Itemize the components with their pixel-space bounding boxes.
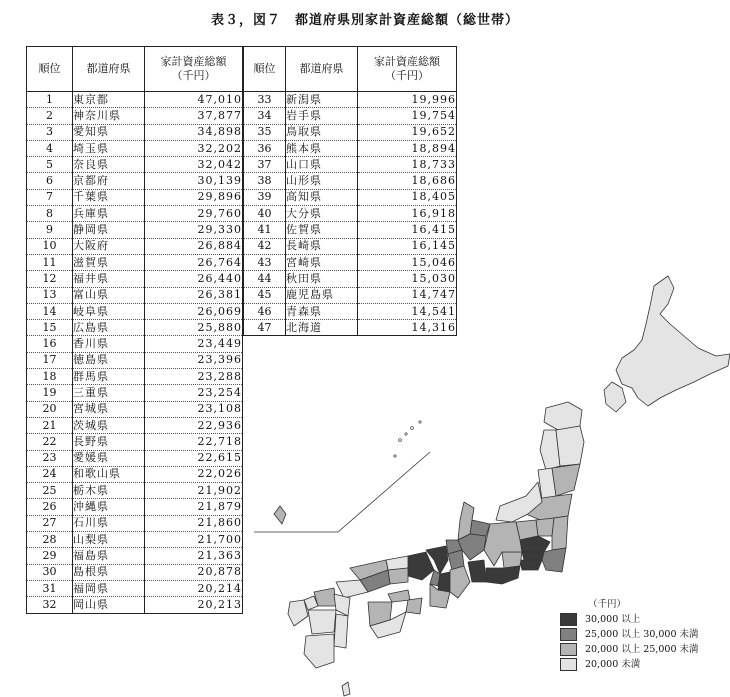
assets-cell: 21,902 bbox=[145, 483, 243, 499]
table-row bbox=[244, 157, 457, 173]
table-row bbox=[27, 417, 243, 433]
region-yamanashi bbox=[502, 552, 522, 568]
assets-cell: 22,718 bbox=[145, 434, 243, 450]
table-row bbox=[27, 564, 243, 580]
table-row bbox=[27, 271, 243, 287]
assets-cell: 15,046 bbox=[358, 254, 457, 270]
prefecture-cell: 福井県 bbox=[73, 271, 145, 287]
region-okinawa bbox=[274, 506, 286, 524]
legend-swatch bbox=[560, 658, 577, 671]
region-chiba bbox=[542, 548, 566, 572]
region-aomori bbox=[544, 402, 582, 430]
rank-cell: 29 bbox=[27, 548, 73, 564]
table-row bbox=[27, 124, 243, 140]
legend-swatch bbox=[560, 613, 577, 626]
rank-cell: 22 bbox=[27, 434, 73, 450]
table-row bbox=[244, 206, 457, 222]
assets-cell: 21,879 bbox=[145, 499, 243, 515]
rank-cell: 20 bbox=[27, 401, 73, 417]
assets-cell: 29,330 bbox=[145, 222, 243, 238]
legend-item bbox=[560, 627, 699, 642]
legend-swatch bbox=[560, 643, 577, 656]
table-row bbox=[244, 92, 457, 108]
prefecture-cell: 鳥取県 bbox=[286, 124, 358, 140]
prefecture-cell: 埼玉県 bbox=[73, 140, 145, 156]
prefecture-cell: 佐賀県 bbox=[286, 222, 358, 238]
assets-cell: 15,030 bbox=[358, 271, 457, 287]
region-okayama bbox=[388, 568, 408, 584]
table-row bbox=[27, 385, 243, 401]
table-row bbox=[244, 108, 457, 124]
prefecture-cell: 岐阜県 bbox=[73, 303, 145, 319]
assets-cell: 21,700 bbox=[145, 532, 243, 548]
prefecture-cell: 新潟県 bbox=[286, 92, 358, 108]
header-rank: 順位 bbox=[27, 47, 73, 92]
rank-cell: 25 bbox=[27, 483, 73, 499]
prefecture-cell: 茨城県 bbox=[73, 417, 145, 433]
rank-cell: 28 bbox=[27, 532, 73, 548]
prefecture-cell: 北海道 bbox=[286, 320, 358, 336]
rank-cell: 40 bbox=[244, 206, 286, 222]
assets-cell: 18,733 bbox=[358, 157, 457, 173]
assets-cell: 34,898 bbox=[145, 124, 243, 140]
table-row bbox=[27, 206, 243, 222]
header-rank: 順位 bbox=[244, 47, 286, 92]
region-ibaraki bbox=[552, 516, 568, 550]
assets-cell: 29,760 bbox=[145, 206, 243, 222]
table-row bbox=[244, 238, 457, 254]
table-row bbox=[244, 140, 457, 156]
assets-cell: 16,145 bbox=[358, 238, 457, 254]
prefecture-cell: 高知県 bbox=[286, 189, 358, 205]
table-row bbox=[244, 189, 457, 205]
prefecture-cell: 富山県 bbox=[73, 287, 145, 303]
assets-cell: 22,936 bbox=[145, 417, 243, 433]
assets-cell: 18,405 bbox=[358, 189, 457, 205]
prefecture-cell: 大阪府 bbox=[73, 238, 145, 254]
assets-cell: 32,202 bbox=[145, 140, 243, 156]
table-row bbox=[27, 401, 243, 417]
prefecture-cell: 千葉県 bbox=[73, 189, 145, 205]
rank-cell: 19 bbox=[27, 385, 73, 401]
assets-cell: 22,615 bbox=[145, 450, 243, 466]
rank-cell: 16 bbox=[27, 336, 73, 352]
assets-cell: 21,860 bbox=[145, 515, 243, 531]
prefecture-cell: 大分県 bbox=[286, 206, 358, 222]
prefecture-cell: 山梨県 bbox=[73, 532, 145, 548]
rank-cell: 45 bbox=[244, 287, 286, 303]
assets-cell: 18,894 bbox=[358, 140, 457, 156]
region-kumamoto bbox=[308, 610, 336, 634]
assets-cell: 18,686 bbox=[358, 173, 457, 189]
table-row bbox=[27, 548, 243, 564]
prefecture-cell: 石川県 bbox=[73, 515, 145, 531]
table-row bbox=[27, 434, 243, 450]
rank-cell: 36 bbox=[244, 140, 286, 156]
assets-cell: 16,918 bbox=[358, 206, 457, 222]
assets-cell: 26,381 bbox=[145, 287, 243, 303]
assets-cell: 19,754 bbox=[358, 108, 457, 124]
prefecture-cell: 愛知県 bbox=[73, 124, 145, 140]
legend-item bbox=[560, 657, 699, 672]
rank-cell: 7 bbox=[27, 189, 73, 205]
legend-item bbox=[560, 642, 699, 657]
prefecture-cell: 徳島県 bbox=[73, 352, 145, 368]
prefecture-cell: 神奈川県 bbox=[73, 108, 145, 124]
rank-cell: 12 bbox=[27, 271, 73, 287]
assets-cell: 32,042 bbox=[145, 157, 243, 173]
rank-cell: 42 bbox=[244, 238, 286, 254]
rank-cell: 27 bbox=[27, 515, 73, 531]
table-row bbox=[27, 597, 243, 613]
assets-cell: 30,139 bbox=[145, 173, 243, 189]
prefecture-cell: 岡山県 bbox=[73, 597, 145, 613]
table-row bbox=[27, 466, 243, 482]
region-kagoshima bbox=[304, 634, 334, 668]
map-legend bbox=[560, 597, 699, 672]
assets-cell: 23,108 bbox=[145, 401, 243, 417]
rank-cell: 44 bbox=[244, 271, 286, 287]
assets-cell: 23,449 bbox=[145, 336, 243, 352]
prefecture-cell: 栃木県 bbox=[73, 483, 145, 499]
rank-cell: 31 bbox=[27, 580, 73, 596]
prefecture-cell: 京都府 bbox=[73, 173, 145, 189]
prefecture-cell: 長崎県 bbox=[286, 238, 358, 254]
assets-cell: 26,884 bbox=[145, 238, 243, 254]
assets-cell: 19,996 bbox=[358, 92, 457, 108]
assets-cell: 19,652 bbox=[358, 124, 457, 140]
prefecture-cell: 静岡県 bbox=[73, 222, 145, 238]
region-mie bbox=[450, 566, 470, 598]
prefecture-cell: 岩手県 bbox=[286, 108, 358, 124]
region-oita bbox=[334, 594, 350, 616]
rank-cell: 8 bbox=[27, 206, 73, 222]
rank-cell: 26 bbox=[27, 499, 73, 515]
assets-cell: 21,363 bbox=[145, 548, 243, 564]
assets-cell: 22,026 bbox=[145, 466, 243, 482]
rank-cell: 5 bbox=[27, 157, 73, 173]
assets-cell: 23,288 bbox=[145, 369, 243, 385]
prefecture-cell: 滋賀県 bbox=[73, 254, 145, 270]
assets-cell: 26,764 bbox=[145, 254, 243, 270]
rank-cell: 32 bbox=[27, 597, 73, 613]
assets-cell: 29,896 bbox=[145, 189, 243, 205]
legend-item bbox=[560, 612, 699, 627]
rank-cell: 23 bbox=[27, 450, 73, 466]
table-row bbox=[27, 238, 243, 254]
region-kanagawa bbox=[520, 560, 542, 570]
table-row bbox=[27, 254, 243, 270]
prefecture-cell: 宮城県 bbox=[73, 401, 145, 417]
table-row bbox=[27, 287, 243, 303]
region-kagawa bbox=[388, 590, 410, 602]
region-tokyo bbox=[522, 552, 544, 560]
region-toyama bbox=[470, 520, 490, 536]
table-row bbox=[27, 320, 243, 336]
table-row bbox=[27, 92, 243, 108]
region-tochigi bbox=[536, 518, 554, 536]
prefecture-cell: 長野県 bbox=[73, 434, 145, 450]
table-row bbox=[27, 140, 243, 156]
assets-cell: 23,254 bbox=[145, 385, 243, 401]
prefecture-cell: 福島県 bbox=[73, 548, 145, 564]
table-row bbox=[244, 124, 457, 140]
assets-cell: 25,880 bbox=[145, 320, 243, 336]
table-row bbox=[244, 222, 457, 238]
prefecture-cell: 奈良県 bbox=[73, 157, 145, 173]
assets-cell: 20,878 bbox=[145, 564, 243, 580]
table-row bbox=[244, 173, 457, 189]
table-row bbox=[27, 483, 243, 499]
table-row bbox=[27, 450, 243, 466]
table-row bbox=[27, 369, 243, 385]
assets-cell: 26,440 bbox=[145, 271, 243, 287]
table-row bbox=[27, 532, 243, 548]
assets-cell: 23,396 bbox=[145, 352, 243, 368]
header-total-assets: 家計資産総額 （千円） bbox=[145, 47, 243, 92]
prefecture-cell: 熊本県 bbox=[286, 140, 358, 156]
rank-cell: 38 bbox=[244, 173, 286, 189]
prefecture-cell: 島根県 bbox=[73, 564, 145, 580]
prefecture-cell: 三重県 bbox=[73, 385, 145, 401]
region-aichi bbox=[468, 560, 486, 582]
rank-cell: 21 bbox=[27, 417, 73, 433]
rank-cell: 11 bbox=[27, 254, 73, 270]
table-row bbox=[27, 108, 243, 124]
header-total-assets: 家計資産総額 （千円） bbox=[358, 47, 457, 92]
region-hyogo bbox=[408, 552, 434, 580]
table-row bbox=[27, 336, 243, 352]
assets-cell: 20,213 bbox=[145, 597, 243, 613]
prefecture-cell: 香川県 bbox=[73, 336, 145, 352]
prefecture-cell: 山形県 bbox=[286, 173, 358, 189]
rank-cell: 18 bbox=[27, 369, 73, 385]
rank-cell: 14 bbox=[27, 303, 73, 319]
table-row bbox=[244, 254, 457, 270]
table-row bbox=[27, 580, 243, 596]
table-row bbox=[27, 515, 243, 531]
rank-cell: 39 bbox=[244, 189, 286, 205]
prefecture-cell: 鹿児島県 bbox=[286, 287, 358, 303]
rank-cell: 35 bbox=[244, 124, 286, 140]
rank-cell: 47 bbox=[244, 320, 286, 336]
ranking-table-left bbox=[26, 46, 243, 614]
rank-cell: 37 bbox=[244, 157, 286, 173]
assets-cell: 26,069 bbox=[145, 303, 243, 319]
prefecture-cell: 和歌山県 bbox=[73, 466, 145, 482]
prefecture-cell: 東京都 bbox=[73, 92, 145, 108]
legend-label: 20,000 以上 25,000 未満 bbox=[585, 644, 699, 655]
rank-cell: 9 bbox=[27, 222, 73, 238]
legend-label: 20,000 未満 bbox=[585, 659, 641, 670]
rank-cell: 34 bbox=[244, 108, 286, 124]
rank-cell: 6 bbox=[27, 173, 73, 189]
region-iwate bbox=[556, 426, 584, 466]
rank-cell: 17 bbox=[27, 352, 73, 368]
assets-cell: 14,541 bbox=[358, 303, 457, 319]
region-nagasaki bbox=[288, 600, 308, 626]
prefecture-cell: 広島県 bbox=[73, 320, 145, 336]
prefecture-cell: 沖縄県 bbox=[73, 499, 145, 515]
page-title: 表３，図７ 都道府県別家計資産総額（総世帯） bbox=[210, 13, 519, 28]
region-nara bbox=[438, 572, 450, 592]
prefecture-cell: 兵庫県 bbox=[73, 206, 145, 222]
table-row bbox=[27, 157, 243, 173]
prefecture-cell: 福岡県 bbox=[73, 580, 145, 596]
legend-label: 25,000 以上 30,000 未満 bbox=[585, 629, 699, 640]
prefecture-cell: 群馬県 bbox=[73, 369, 145, 385]
rank-cell: 2 bbox=[27, 108, 73, 124]
region-tokushima bbox=[406, 598, 422, 614]
table-row bbox=[27, 303, 243, 319]
assets-cell: 16,415 bbox=[358, 222, 457, 238]
rank-cell: 4 bbox=[27, 140, 73, 156]
table-row bbox=[27, 499, 243, 515]
prefecture-cell: 宮崎県 bbox=[286, 254, 358, 270]
region-hokkaido bbox=[616, 276, 730, 406]
table-row bbox=[27, 189, 243, 205]
rank-cell: 24 bbox=[27, 466, 73, 482]
rank-cell: 30 bbox=[27, 564, 73, 580]
rank-cell: 15 bbox=[27, 320, 73, 336]
prefecture-cell: 愛媛県 bbox=[73, 450, 145, 466]
rank-cell: 41 bbox=[244, 222, 286, 238]
legend-unit: （千円） bbox=[588, 599, 627, 610]
prefecture-cell: 青森県 bbox=[286, 303, 358, 319]
assets-cell: 47,010 bbox=[145, 92, 243, 108]
legend-label: 30,000 以上 bbox=[585, 614, 641, 625]
table-row bbox=[27, 173, 243, 189]
rank-cell: 33 bbox=[244, 92, 286, 108]
region-miyagi bbox=[552, 464, 580, 496]
rank-cell: 46 bbox=[244, 303, 286, 319]
rank-cell: 1 bbox=[27, 92, 73, 108]
rank-cell: 10 bbox=[27, 238, 73, 254]
region-tottori bbox=[386, 556, 408, 570]
region-shizuoka bbox=[486, 566, 520, 584]
assets-cell: 14,316 bbox=[358, 320, 457, 336]
assets-cell: 20,214 bbox=[145, 580, 243, 596]
rank-cell: 13 bbox=[27, 287, 73, 303]
assets-cell: 14,747 bbox=[358, 287, 457, 303]
legend-swatch bbox=[560, 628, 577, 641]
assets-cell: 37,877 bbox=[145, 108, 243, 124]
header-prefecture: 都道府県 bbox=[73, 47, 145, 92]
prefecture-cell: 秋田県 bbox=[286, 271, 358, 287]
table-row bbox=[27, 352, 243, 368]
prefecture-cell: 山口県 bbox=[286, 157, 358, 173]
rank-cell: 43 bbox=[244, 254, 286, 270]
region-miyazaki bbox=[334, 614, 348, 648]
table-row bbox=[27, 222, 243, 238]
header-prefecture: 都道府県 bbox=[286, 47, 358, 92]
rank-cell: 3 bbox=[27, 124, 73, 140]
